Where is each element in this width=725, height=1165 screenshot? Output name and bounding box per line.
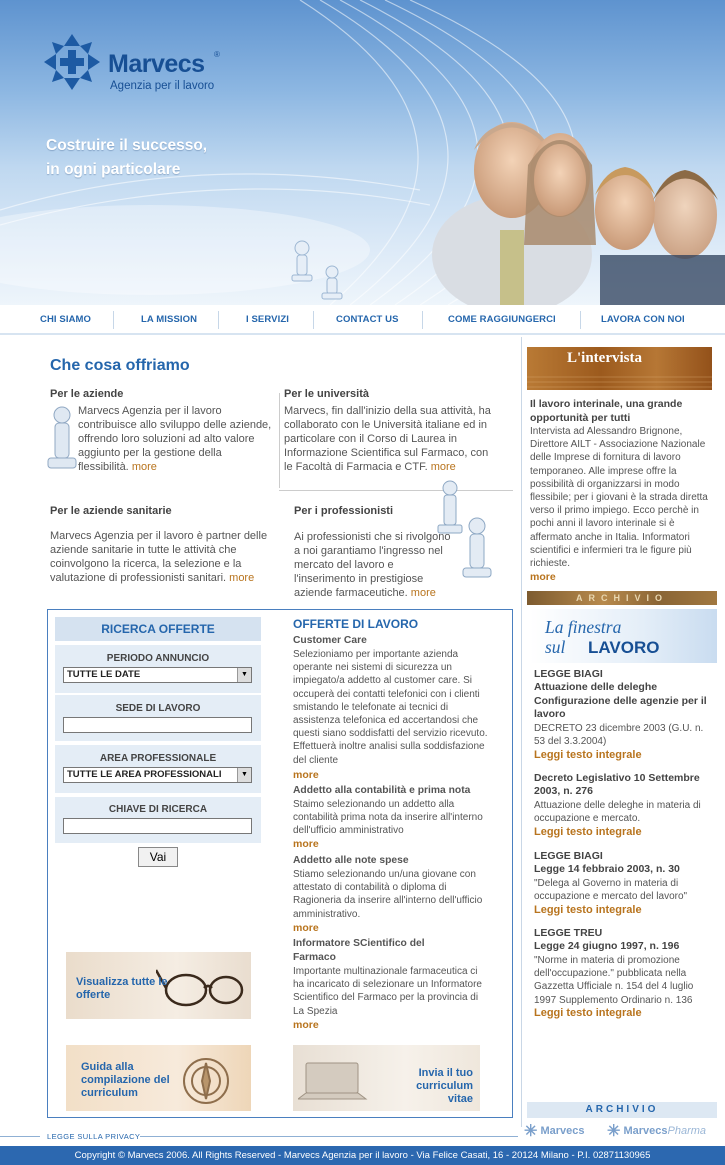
heading-per-le-aziende-sanitarie: Per le aziende sanitarie [50, 505, 172, 517]
law-heading: LEGGE BIAGI Legge 14 febbraio 2003, n. 30 [534, 850, 680, 876]
nav-i-servizi[interactable]: I SERVIZI [246, 314, 289, 325]
job-title[interactable]: Addetto alla contabilità e prima nota [293, 785, 471, 796]
nav-chi-siamo[interactable]: CHI SIAMO [40, 314, 92, 325]
nav-separator [422, 311, 423, 329]
section-title-offer: Che cosa offriamo [50, 357, 190, 374]
nav-contact-us[interactable]: CONTACT US [336, 314, 399, 325]
interview-more-link[interactable]: more [530, 571, 556, 583]
job-description: Selezioniamo per importante azienda operante nei sistemi di sicurezza un impiegato/a addetto al customer care. Si occuperà dei contatti telefonici con i clienti smistando le telefonate ai tecnici di assistenza telefonica ed accertandosi che questi siano soddisfatti del servizio ricevuto. Effettuerà inoltre analisi sulla soddisfazione del cliente [293, 649, 488, 766]
job-description: Importante multinazionale farmaceutica ci ha incaricato di selezionare un Informatore Scientifico del Farmaco per la provincia di La Spezia [293, 966, 482, 1017]
job-more-link[interactable]: more [293, 838, 319, 850]
nav-separator [313, 311, 314, 329]
area-select[interactable] [63, 767, 252, 783]
star-icon: ✳ [607, 1123, 621, 1140]
job-title[interactable]: Addetto alle note spese [293, 855, 409, 866]
job-description: Staimo selezionando un addetto alla contabilità prima nota da inserire all'interno dell'ufficio amministrativo [293, 799, 483, 837]
chiave-input[interactable] [63, 818, 252, 834]
periodo-label: PERIODO ANNUNCIO [106, 653, 210, 664]
search-submit-button[interactable]: Vai [138, 847, 178, 867]
sede-block [55, 695, 261, 741]
area-block [55, 745, 261, 793]
job-title[interactable]: Customer Care [293, 635, 367, 646]
text-per-le-aziende-sanitarie: Marvecs Agenzia per il lavoro è partner delle aziende sanitarie in tutte le attività che coinvolgono la ricerca, la selezione e la valutazione di professionisti sanitari. more [50, 530, 268, 584]
periodo-select-value: TUTTE LE DATE [67, 669, 141, 680]
law-text: Attuazione delle deleghe in materia di occupazione e mercato. [534, 800, 701, 825]
job-more-link[interactable]: more [293, 1019, 319, 1031]
heading-per-le-universita: Per le università [284, 388, 369, 400]
nav-come-raggiungerci[interactable]: COME RAGGIUNGERCI [448, 314, 556, 325]
jobs-title: OFFERTE DI LAVORO [293, 617, 419, 631]
brand-tagline: Agenzia per il lavoro [110, 80, 215, 92]
marvecs-star-icon [42, 32, 102, 92]
periodo-block [55, 645, 261, 693]
law-heading: Decreto Legislativo 10 Settembre 2003, n. 276 [534, 772, 700, 798]
periodo-select[interactable] [63, 667, 252, 683]
chiave-label: CHIAVE DI RICERCA [108, 804, 208, 815]
privacy-link[interactable]: LEGGE SULLA PRIVACY [47, 1132, 141, 1141]
view-all-offers-text: Visualizza tutte le offerte [76, 976, 168, 1001]
interview-heading[interactable]: Il lavoro interinale, una grande opportunità per tutti [530, 398, 683, 424]
marvecs-logo[interactable] [42, 32, 242, 102]
law-text: DECRETO 23 dicembre 2003 (G.U. n. 53 del 3.3.2004) [534, 723, 704, 748]
nav-separator [218, 311, 219, 329]
footer-marvecs-logo[interactable] [524, 1121, 585, 1143]
interview-text: Intervista ad Alessandro Brignone, Direttore AILT - Associazione Nazionale delle Imprese di fornitura di lavoro temporaneo. Alle imprese offre la possibilità di organizzarsi in modo flessibile; per i giovani è la strada diretta verso il primo impiego. Ecco perchè in pochi anni il lavoro interinale si è affermato anche in Italia. Informatori scientifici e infermieri tra le figure più richieste. [530, 426, 708, 570]
sede-input[interactable] [63, 717, 252, 733]
footer-logo-text: Marvecs [540, 1125, 585, 1137]
slogan-line-1: Costruire il successo, [46, 137, 208, 154]
laptop-icon [298, 1059, 378, 1107]
cv-guide-banner[interactable] [66, 1045, 251, 1111]
law-read-link[interactable]: Leggi testo integrale [534, 904, 642, 916]
chevron-down-icon[interactable]: ▼ [237, 768, 251, 782]
more-link-sanitarie[interactable]: more [229, 572, 255, 584]
more-link-professionisti[interactable]: more [410, 587, 436, 599]
divider-vertical [279, 393, 280, 488]
main-navigation [0, 305, 725, 335]
interview-archive-link[interactable]: ARCHIVIO [527, 591, 717, 605]
law-text: "Delega al Governo in materia di occupazione e mercato del lavoro" [534, 878, 688, 903]
footer-logo2-suffix: Pharma [667, 1125, 707, 1137]
finestra-title-part2: sul [545, 637, 566, 657]
search-offers-panel [55, 617, 261, 870]
law-read-link[interactable]: Leggi testo integrale [534, 826, 642, 838]
job-title[interactable]: Informatore SCientifico del Farmaco [293, 938, 425, 963]
view-all-offers-banner[interactable] [66, 952, 251, 1019]
copyright-bar: Copyright © Marvecs 2006. All Rights Reserved - Marvecs Agenzia per il lavoro - Via Felice Casati, 16 - 20124 Milano - P.I. 02871130965 [0, 1146, 725, 1165]
area-select-value: TUTTE LE AREA PROFESSIONALI [67, 769, 222, 780]
sede-label: SEDE DI LAVORO [115, 703, 201, 714]
hero-banner [0, 0, 725, 305]
search-panel-title: RICERCA OFFERTE [55, 617, 261, 641]
text-per-le-aziende: Marvecs Agenzia per il lavoro contribuisce allo sviluppo delle aziende, offrendo loro soluzioni ad alto valore aggiunto per la gestione della flessibilità. more [78, 405, 272, 473]
business-people-photo [400, 95, 725, 305]
interview-banner[interactable] [527, 347, 712, 390]
text-per-i-professionisti: Ai professionisti che si rivolgono a noi garantiamo l'ingresso nel mercato del lavoro e l'inserimento in prestigiose aziende farmaceutiche. more [294, 531, 451, 599]
finestra-title-part1: La finestra [545, 617, 622, 637]
more-link-aziende[interactable]: more [131, 461, 157, 473]
send-cv-text: Invia il tuo curriculum vitae [416, 1067, 473, 1105]
finestra-lavoro-banner [530, 609, 717, 663]
slogan-line-2: in ogni particolare [46, 161, 181, 178]
nav-lavora-con-noi[interactable]: LAVORA CON NOI [601, 314, 685, 325]
send-cv-banner[interactable] [293, 1045, 480, 1111]
job-more-link[interactable]: more [293, 769, 319, 781]
laws-archive-link[interactable]: ARCHIVIO [527, 1102, 717, 1118]
interview-title: L'intervista [567, 350, 642, 366]
star-icon: ✳ [524, 1123, 538, 1140]
hero-slogan [46, 134, 207, 182]
registered-mark: ® [214, 50, 220, 59]
law-text: "Norme in materia di promozione dell'occupazione." pubblicata nella Gazzetta Ufficiale n. 154 del 4 luglio 1997 Supplemento Ordinario n. 136 [534, 955, 694, 1006]
job-description: Stiamo selezionando un/una giovane con attestato di contabilità o diploma di Ragioneria da inserire all'interno dell'ufficio amministrativo. [293, 869, 483, 920]
chiave-block [55, 797, 261, 843]
cv-guide-text: Guida alla compilazione del curriculum [81, 1061, 170, 1099]
text-per-le-universita: Marvecs, fin dall'inizio della sua attività, ha collaborato con le Università italiane ed in particolare con il Corso di Laurea in Informazione Scientifica sul Farmaco, con le Facoltà di Farmacia e CTF. more [284, 405, 491, 473]
law-read-link[interactable]: Leggi testo integrale [534, 1007, 642, 1019]
footer-logo2-text: Marvecs [623, 1125, 668, 1137]
nav-separator [580, 311, 581, 329]
nav-separator [113, 311, 114, 329]
law-read-link[interactable]: Leggi testo integrale [534, 749, 642, 761]
nav-la-mission[interactable]: LA MISSION [141, 314, 198, 325]
chess-pawn-icon [42, 403, 82, 483]
heading-per-le-aziende: Per le aziende [50, 388, 124, 400]
chevron-down-icon[interactable]: ▼ [237, 668, 251, 682]
footer-rule [0, 1136, 40, 1137]
finestra-title-part3: LAVORO [588, 638, 660, 657]
heading-per-i-professionisti: Per i professionisti [294, 505, 394, 517]
footer-rule [140, 1136, 518, 1137]
more-link-universita[interactable]: more [430, 461, 456, 473]
area-label: AREA PROFESSIONALE [99, 753, 217, 764]
law-heading: LEGGE BIAGI Attuazione delle deleghe Configurazione delle agenzie per il lavoro [534, 668, 707, 721]
job-more-link[interactable]: more [293, 922, 319, 934]
law-heading: LEGGE TREU Legge 24 giugno 1997, n. 196 [534, 927, 680, 953]
chess-pieces-image [280, 230, 360, 305]
brand-name: Marvecs [108, 50, 205, 78]
footer-marvecs-pharma-logo[interactable] [607, 1121, 706, 1143]
